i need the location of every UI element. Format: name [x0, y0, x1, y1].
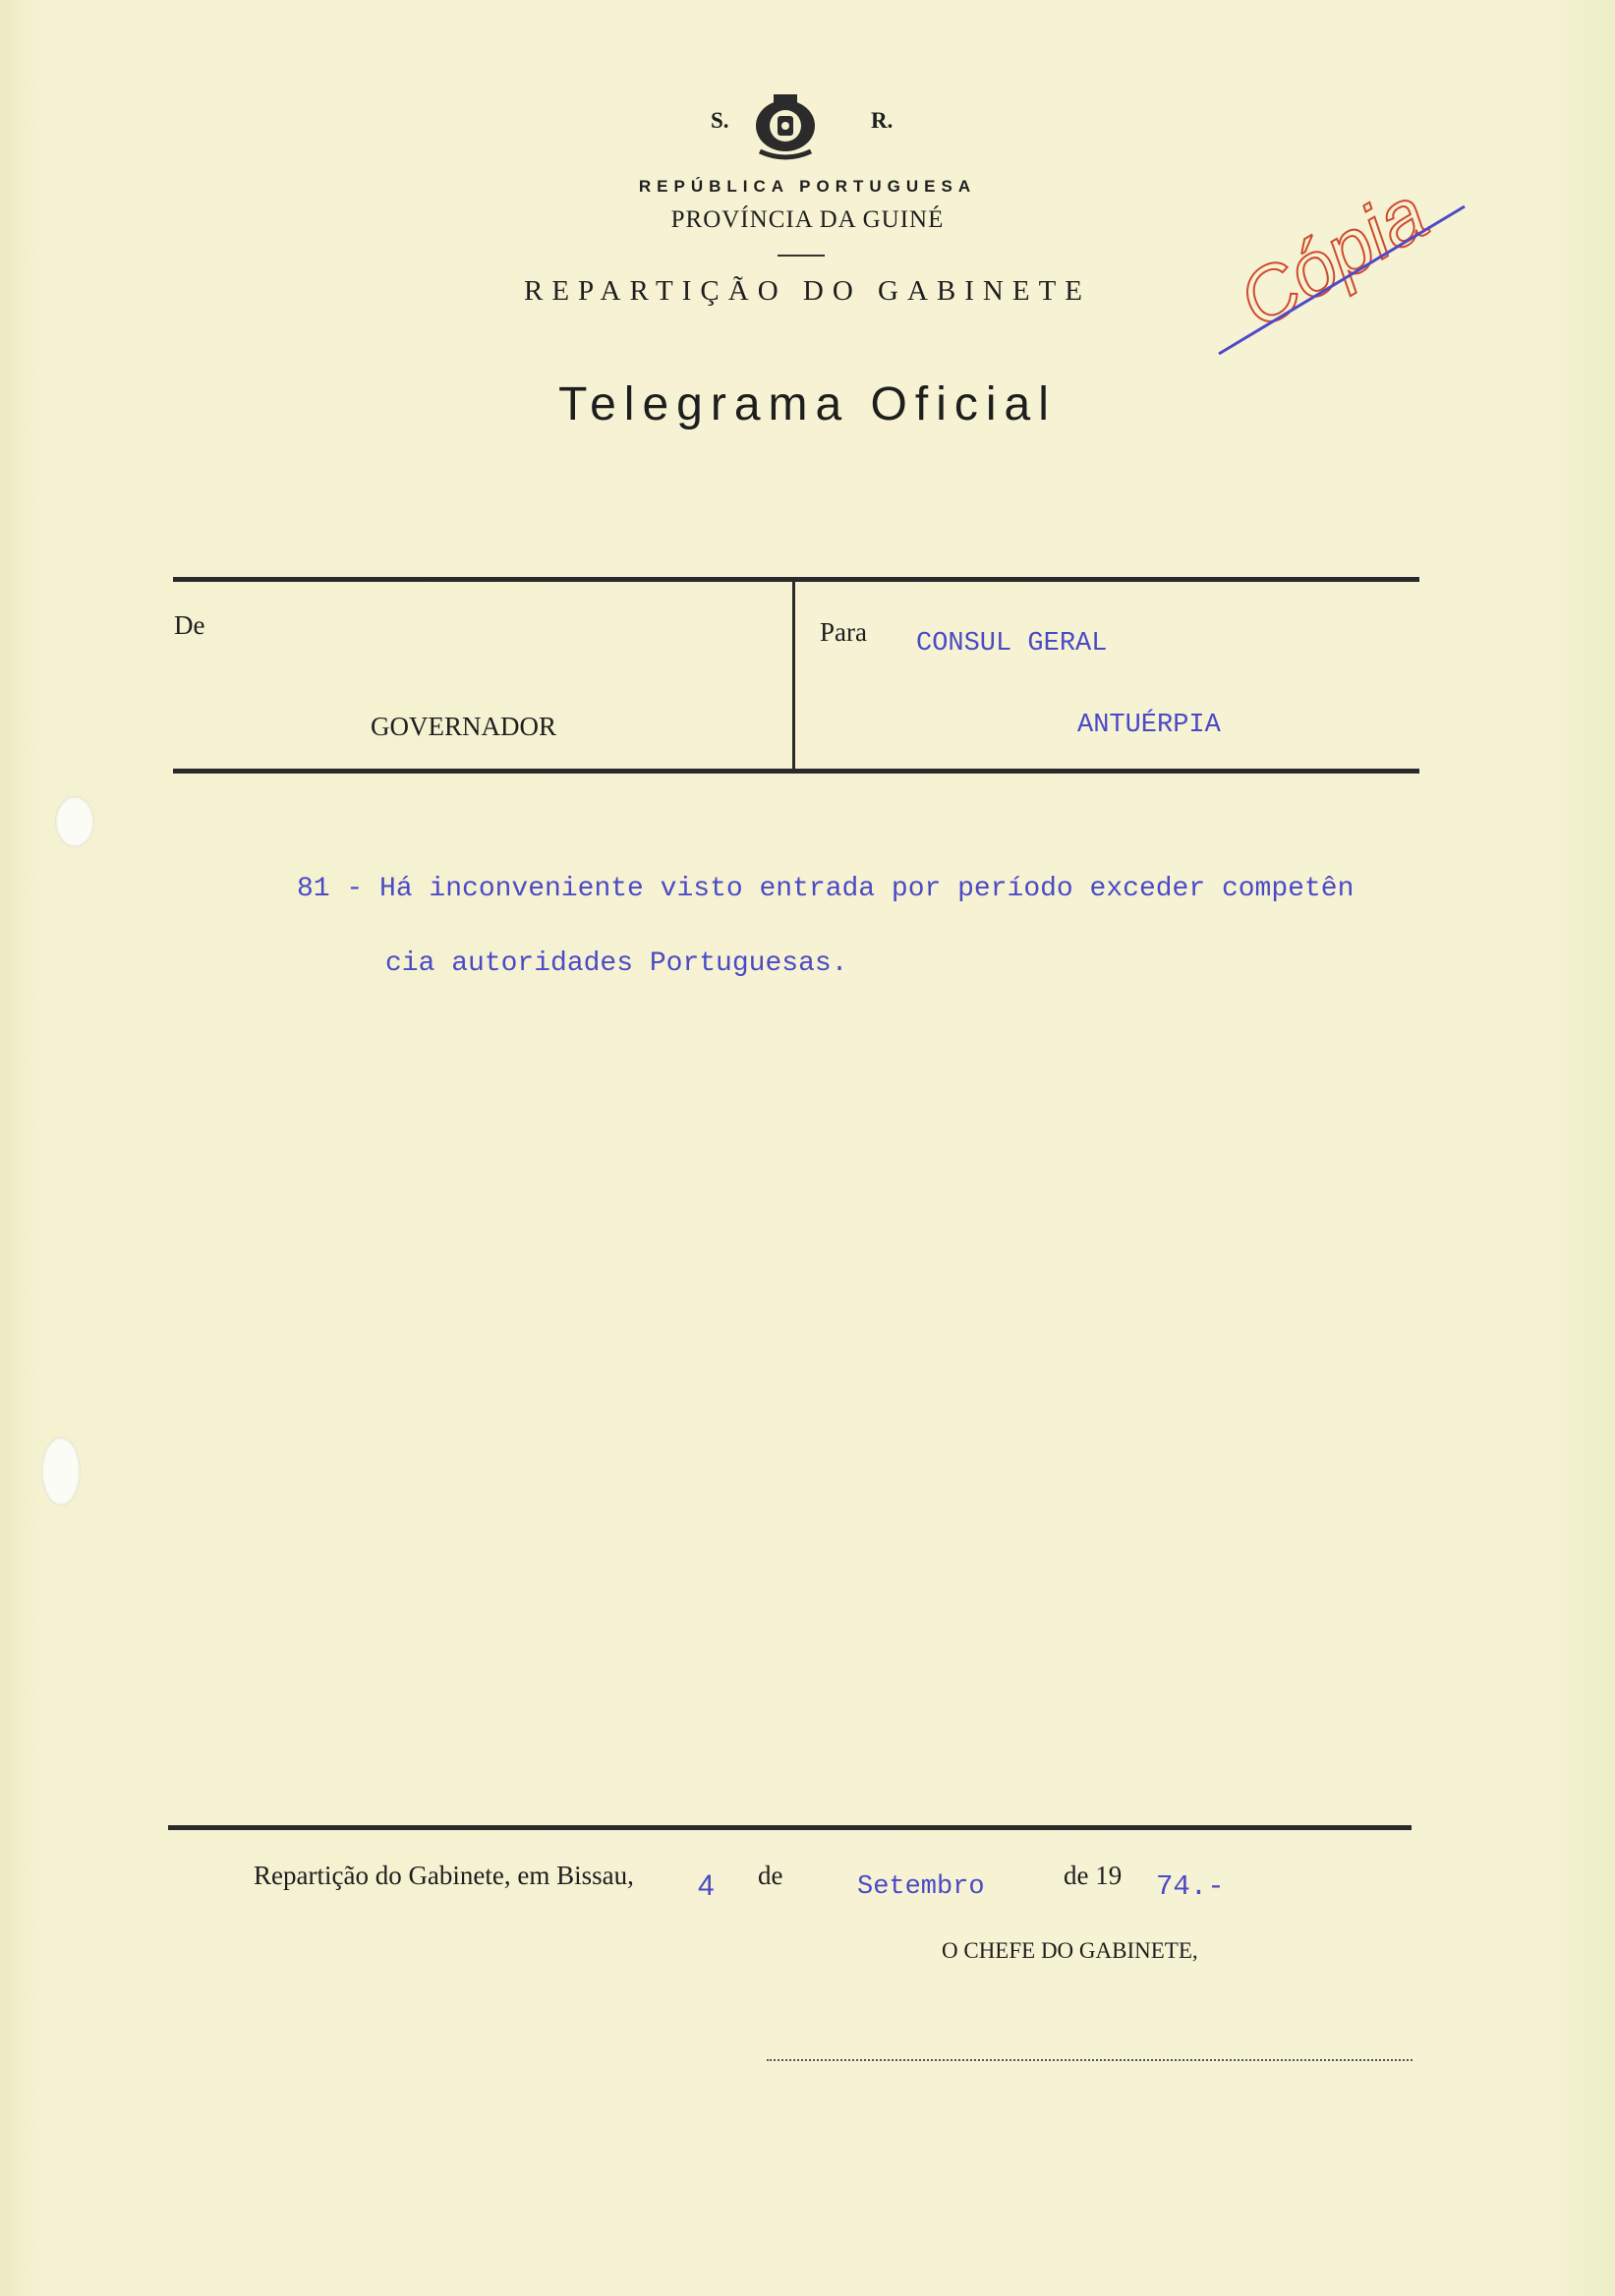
letterhead-s: S.: [711, 108, 729, 133]
coat-of-arms-icon: [750, 86, 821, 161]
letterhead-r: R.: [871, 108, 894, 133]
footer-de: de: [758, 1861, 783, 1890]
footer-month: Setembro: [857, 1872, 985, 1902]
header-column-divider: [792, 580, 795, 774]
punch-hole-lower: [41, 1437, 81, 1506]
province-heading: PROVÍNCIA DA GUINÉ: [670, 206, 945, 233]
divider: [778, 255, 825, 257]
copia-handwritten-stamp: [1209, 118, 1484, 364]
svg-text:Cópia: Cópia: [1224, 169, 1442, 345]
from-label: De: [174, 610, 205, 640]
signature-line: [767, 2059, 1413, 2061]
footer-place-text: Repartição do Gabinete, em Bissau,: [254, 1861, 634, 1890]
to-value-recipient: CONSUL GERAL: [916, 629, 1108, 659]
page-title: Telegrama Oficial: [558, 378, 1057, 430]
header-bottom-rule: [173, 769, 1419, 774]
to-label: Para: [820, 617, 867, 647]
signature-title: O CHEFE DO GABINETE,: [942, 1938, 1198, 1963]
punch-hole-upper: [55, 796, 94, 847]
message-line-1: 81 - Há inconveniente visto entrada por período exceder competên: [297, 874, 1355, 904]
footer-rule: [168, 1825, 1412, 1830]
footer-year: 74.-: [1156, 1870, 1225, 1903]
republic-heading: REPÚBLICA PORTUGUESA: [638, 177, 977, 196]
footer-year-prefix: de 19: [1064, 1861, 1123, 1890]
footer-day: 4: [698, 1869, 715, 1902]
to-value-city: ANTUÉRPIA: [1077, 711, 1221, 740]
message-line-2: cia autoridades Portuguesas.: [385, 948, 848, 979]
from-value: GOVERNADOR: [371, 712, 556, 741]
header-top-rule: [173, 577, 1419, 582]
department-heading: REPARTIÇÃO DO GABINETE: [523, 275, 1092, 307]
